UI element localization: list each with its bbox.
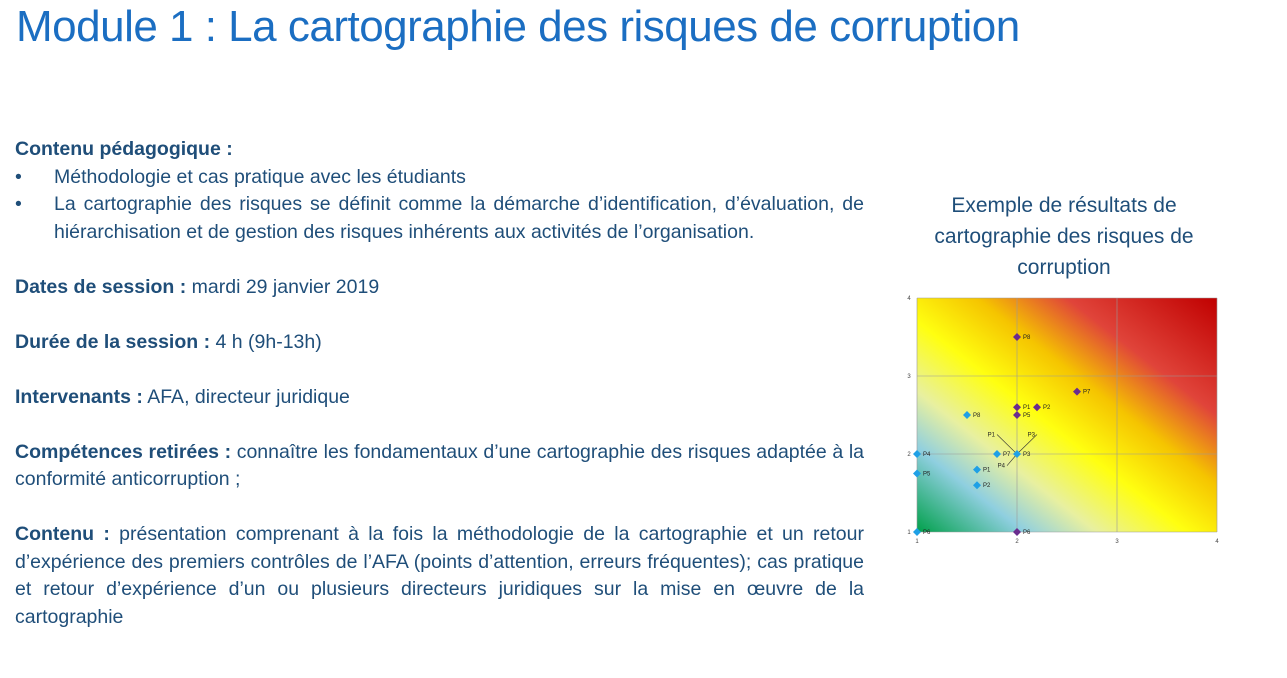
contenu-line (15, 521, 864, 631)
y-tick-label: 1 (907, 530, 911, 536)
bullet-marker: • (15, 193, 22, 215)
data-point-label: P4 (923, 452, 931, 458)
arrow-label: P3 (1027, 432, 1035, 439)
x-tick-label: 1 (915, 539, 919, 545)
data-point-label: P2 (983, 483, 991, 490)
bullet-marker: • (15, 165, 22, 188)
risk-gradient-area (917, 298, 1217, 532)
data-point-label: P5 (1023, 413, 1031, 419)
data-point-label: P8 (973, 413, 981, 419)
data-point-label: P1 (983, 467, 991, 474)
data-point-label: P7 (1083, 389, 1091, 396)
contenu-value: présentation comprenant à la fois la méthodologie de la cartographie et un retour d’expérience des premiers contrôles de l’AFA (points d’attention, erreurs fréquentes); cas pratique et retour d’expérience d’un ou plusieurs directeurs juridiques sur la mise en œuvre de la cartographie (15, 523, 864, 628)
risk-map-chart (897, 290, 1227, 550)
y-tick-label: 2 (907, 452, 911, 458)
duree-label: Durée de la session : (15, 330, 211, 353)
list-item (15, 191, 864, 246)
dates-value: mardi 29 janvier 2019 (186, 275, 380, 298)
data-point-label: P5 (923, 471, 931, 478)
bullet-text: La cartographie des risques se définit comme la démarche d’identification, d’évaluation, de hiérarchisation et de gestion des risques inhérents aux activités de l’organisation. (54, 193, 864, 243)
intervenants-line (15, 384, 864, 412)
content-body (15, 136, 864, 631)
contenu-label: Contenu : (15, 523, 110, 545)
data-point-label: P7 (1003, 452, 1011, 458)
data-point-label: P8 (1023, 335, 1031, 341)
competences-label: Compétences retirées : (15, 440, 232, 463)
duree-value: 4 h (9h-13h) (210, 330, 322, 353)
y-tick-label: 4 (907, 296, 911, 302)
data-point-label: P6 (923, 530, 931, 536)
list-item (15, 164, 864, 192)
chart-caption: Exemple de résultats de cartographie des risques de corruption (934, 194, 1194, 279)
data-point-label: P3 (1023, 452, 1031, 458)
page-title: Module 1 : La cartographie des risques de corruption (16, 2, 1020, 51)
x-tick-label: 3 (1115, 539, 1119, 545)
contenu-pedagogique-label: Contenu pédagogique : (15, 138, 233, 160)
data-point-label: P2 (1043, 405, 1051, 412)
risk-map-svg (897, 290, 1227, 550)
intervenants-label: Intervenants : (15, 385, 143, 408)
bullet-text: Méthodologie et cas pratique avec les étudiants (54, 165, 466, 188)
data-point-label: P1 (1023, 405, 1031, 412)
intervenants-value: AFA, directeur juridique (142, 385, 350, 408)
x-tick-label: 2 (1015, 539, 1019, 545)
arrow-label: P4 (997, 463, 1005, 470)
competences-line (15, 439, 864, 494)
bullet-list (15, 164, 864, 247)
dates-label: Dates de session : (15, 275, 187, 298)
dates-line (15, 274, 864, 302)
duree-line (15, 329, 864, 357)
competences-value: connaître les fondamentaux d’une cartographie des risques adaptée à la conformité anticorruption ; (15, 440, 864, 490)
data-point-label: P6 (1023, 530, 1031, 536)
arrow-label: P1 (987, 432, 995, 439)
section-heading (15, 136, 864, 164)
x-tick-label: 4 (1215, 539, 1219, 545)
y-tick-label: 3 (907, 374, 911, 380)
